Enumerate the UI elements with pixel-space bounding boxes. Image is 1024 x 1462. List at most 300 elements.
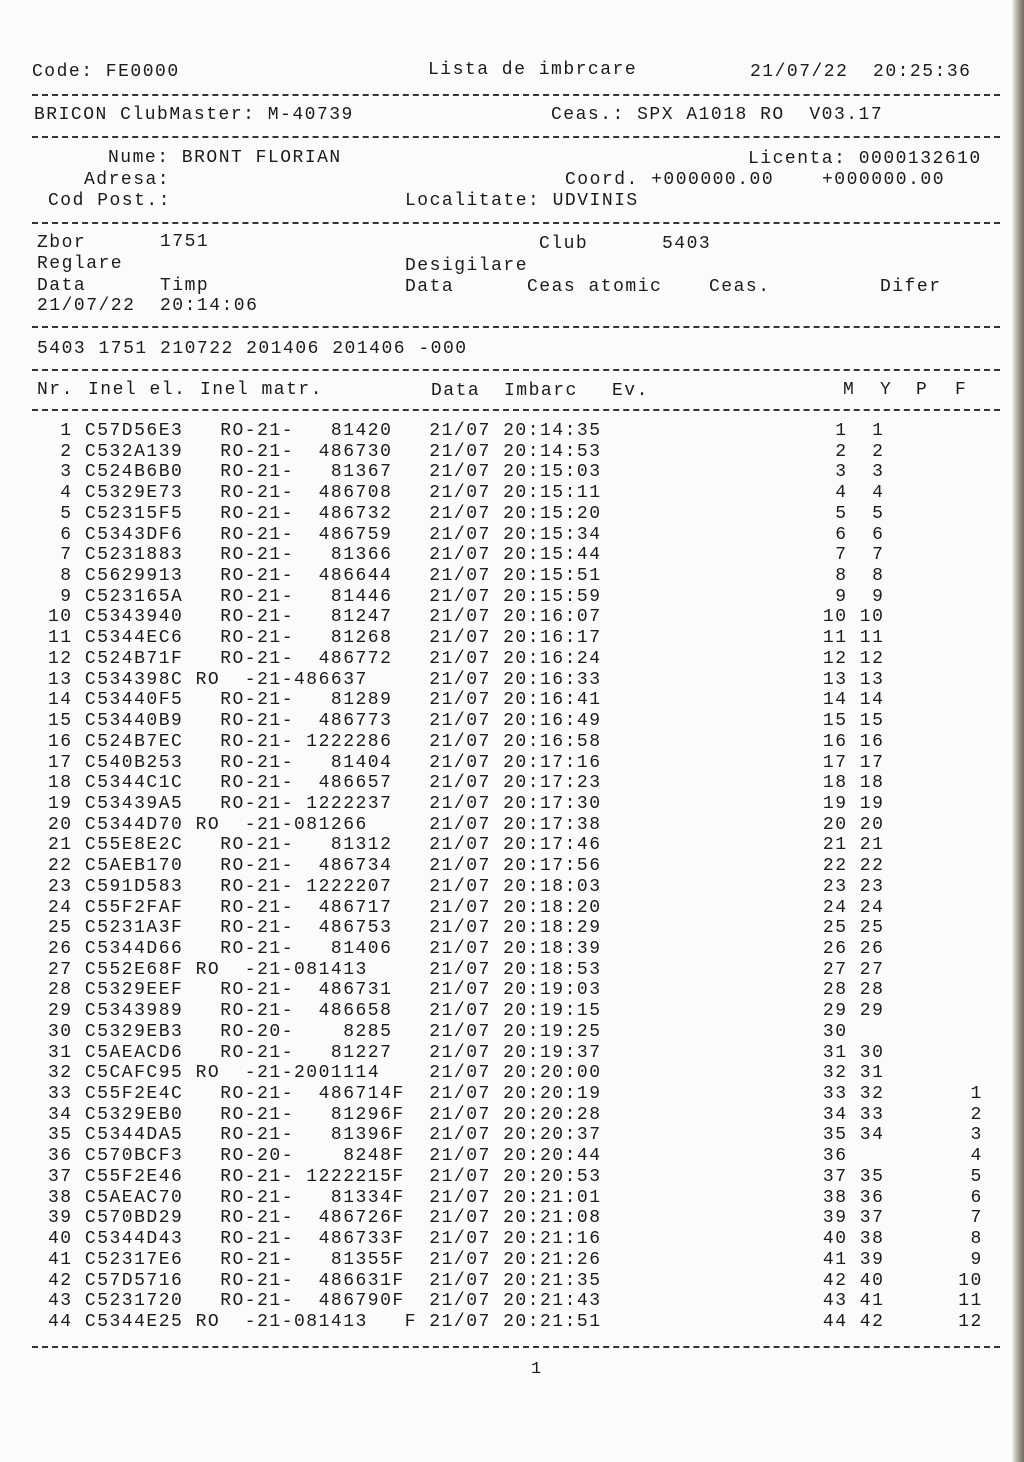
- cell-data: 21/07: [429, 1249, 491, 1270]
- cell-nr: 23: [48, 876, 73, 897]
- cell-nr: 43: [48, 1291, 73, 1312]
- cell-matr: RO-21- 486708: [220, 483, 393, 504]
- cell-matr: RO-21- 81227: [220, 1042, 393, 1063]
- cell-y: 8: [872, 566, 885, 587]
- club-label: Club: [539, 234, 589, 254]
- cell-f: 12: [958, 1311, 983, 1332]
- cell-y: 21: [859, 835, 885, 856]
- cell-data: 21/07: [429, 648, 491, 669]
- cell-matr: RO-21- 486717: [220, 897, 393, 918]
- cell-y: 26: [859, 939, 885, 959]
- setting-time: 20:14:06: [160, 296, 259, 316]
- cell-nr: 26: [48, 939, 73, 959]
- document-title: Lista de imbrcare: [428, 60, 638, 80]
- cell-m: 37: [822, 1166, 848, 1187]
- cell-matr: RO-21- 486731: [220, 980, 393, 1001]
- cell-inel: C5343989: [84, 1001, 184, 1022]
- cell-nr: 25: [48, 918, 73, 939]
- cell-data: 21/07: [429, 1270, 491, 1291]
- print-datetime: 21/07/22 20:25:36: [750, 62, 972, 82]
- cell-data: 21/07: [429, 1229, 491, 1250]
- cell-nr: 36: [48, 1146, 73, 1167]
- cell-data: 21/07: [429, 628, 491, 649]
- cell-m: 10: [822, 607, 848, 628]
- cell-matr: RO-21- 81268: [220, 628, 393, 649]
- cell-nr: 38: [48, 1187, 73, 1208]
- cell-nr: 20: [48, 814, 73, 835]
- cell-nr: 1: [60, 421, 73, 441]
- cell-matr: RO-21- 1222215F: [220, 1166, 405, 1187]
- cell-matr: RO-21- 486657: [220, 773, 393, 794]
- cell-imbarc: 20:21:16: [503, 1229, 602, 1250]
- cell-y: 6: [872, 524, 885, 545]
- table-row: [0, 690, 1000, 710]
- cell-imbarc: 20:20:00: [503, 1063, 602, 1084]
- cell-inel: C523165A: [84, 586, 184, 607]
- table-row: [0, 649, 1000, 669]
- table-row: [0, 483, 1000, 503]
- cell-matr: RO-21- 81420: [220, 421, 393, 441]
- cell-matr: RO-21- 81289: [220, 690, 393, 711]
- cell-y: 29: [859, 1001, 885, 1022]
- cell-y: 15: [859, 711, 885, 732]
- cell-matr: RO -21-081266: [195, 814, 368, 835]
- cell-inel: C53440B9: [84, 711, 184, 732]
- table-row: [0, 1084, 1000, 1104]
- cell-data: 21/07: [429, 441, 491, 462]
- cell-inel: C55E8E2C: [84, 835, 184, 856]
- cell-inel: C55F2FAF: [84, 897, 184, 918]
- cell-y: 27: [859, 959, 885, 980]
- cell-y: 2: [872, 441, 885, 462]
- cell-data: 21/07: [429, 856, 491, 877]
- cell-m: 7: [835, 545, 848, 566]
- cell-data: 21/07: [429, 545, 491, 566]
- cell-m: 8: [835, 566, 848, 587]
- cell-nr: 18: [48, 773, 73, 794]
- cell-nr: 22: [48, 856, 73, 877]
- cell-nr: 19: [48, 793, 73, 814]
- cell-data: 21/07: [429, 1125, 491, 1146]
- cell-matr: RO-21- 486658: [220, 1001, 393, 1022]
- cell-y: 31: [859, 1063, 885, 1084]
- divider: [32, 326, 1000, 328]
- cell-inel: C5344E25: [84, 1311, 184, 1332]
- cell-m: 44: [822, 1311, 848, 1332]
- cell-m: 4: [835, 483, 848, 504]
- cell-y: 33: [859, 1104, 885, 1125]
- cell-imbarc: 20:15:03: [503, 462, 602, 483]
- cell-y: 36: [859, 1187, 885, 1208]
- cell-data: 21/07: [429, 980, 491, 1001]
- cell-y: 16: [859, 731, 885, 752]
- cell-imbarc: 20:21:08: [503, 1208, 602, 1229]
- cell-m: 22: [822, 856, 848, 877]
- cell-imbarc: 20:15:11: [503, 483, 602, 504]
- cell-y: 34: [859, 1125, 885, 1146]
- cell-imbarc: 20:21:51: [503, 1311, 602, 1332]
- cell-data: 21/07: [429, 1187, 491, 1208]
- divider: [32, 222, 1000, 224]
- table-row: [0, 607, 1000, 627]
- cell-imbarc: 20:15:44: [503, 545, 602, 566]
- table-row: [0, 1250, 1000, 1270]
- cell-imbarc: 20:20:44: [503, 1146, 602, 1167]
- cell-matr: RO-21- 486714F: [220, 1084, 405, 1105]
- divider: [32, 369, 1000, 371]
- cell-matr: RO-21- 486790F: [220, 1291, 405, 1312]
- cell-imbarc: 20:17:16: [503, 752, 602, 773]
- cell-inel: C591D583: [84, 876, 184, 897]
- cell-nr: 3: [60, 462, 73, 483]
- cell-data: 21/07: [429, 814, 491, 835]
- cell-data: 21/07: [429, 586, 491, 607]
- table-row: [0, 918, 1000, 938]
- cell-y: 35: [859, 1166, 885, 1187]
- cell-inel: C552E68F: [84, 959, 184, 980]
- cell-nr: 12: [48, 648, 73, 669]
- cell-inel: C5344C1C: [84, 773, 184, 794]
- cell-y: 37: [859, 1208, 885, 1229]
- cell-inel: C5329E73: [84, 483, 184, 504]
- table-row: [0, 462, 1000, 482]
- cell-nr: 29: [48, 1001, 73, 1022]
- code: Code: FE0000: [32, 62, 180, 82]
- col-ev: Ev.: [612, 381, 649, 401]
- cell-m: 1: [835, 421, 848, 441]
- cell-imbarc: 20:20:53: [503, 1166, 602, 1187]
- cell-m: 18: [822, 773, 848, 794]
- cell-m: 3: [835, 462, 848, 483]
- table-row: [0, 670, 1000, 690]
- cell-nr: 28: [48, 980, 73, 1001]
- table-row: [0, 960, 1000, 980]
- cell-nr: 21: [48, 835, 73, 856]
- table-row: [0, 504, 1000, 524]
- cell-y: 9: [872, 586, 885, 607]
- cell-y: 39: [859, 1249, 885, 1270]
- cell-imbarc: 20:14:35: [503, 421, 602, 441]
- table-row: [0, 1188, 1000, 1208]
- clock-info: Ceas.: SPX A1018 RO V03.17: [551, 105, 884, 125]
- cell-inel: C532A139: [84, 441, 184, 462]
- cell-nr: 5: [60, 503, 73, 524]
- cell-data: 21/07: [429, 1104, 491, 1125]
- cell-imbarc: 20:18:29: [503, 918, 602, 939]
- cell-inel: C5231A3F: [84, 918, 184, 939]
- date-label: Data: [37, 276, 87, 296]
- cell-y: 5: [872, 503, 885, 524]
- cell-matr: RO-21- 486759: [220, 524, 393, 545]
- cell-matr: RO-21- 486734: [220, 856, 393, 877]
- time-label: Timp: [160, 276, 210, 296]
- table-row: [0, 1312, 1000, 1332]
- cell-m: 41: [822, 1249, 848, 1270]
- cell-inel: C57D56E3: [84, 421, 184, 441]
- cell-data: 21/07: [429, 876, 491, 897]
- cell-inel: C570BD29: [84, 1208, 184, 1229]
- cell-inel: C52317E6: [84, 1249, 184, 1270]
- setting-date: 21/07/22: [37, 296, 136, 316]
- table-row: [0, 898, 1000, 918]
- cell-inel: C5344D66: [84, 939, 184, 959]
- cell-m: 27: [822, 959, 848, 980]
- cell-matr: RO-21- 81446: [220, 586, 393, 607]
- cell-imbarc: 20:18:03: [503, 876, 602, 897]
- cell-matr: RO -21-081413: [195, 959, 368, 980]
- cell-m: 11: [822, 628, 848, 649]
- cell-inel: C524B6B0: [84, 462, 184, 483]
- cell-m: 30: [822, 1021, 848, 1042]
- cell-m: 15: [822, 711, 848, 732]
- cell-nr: 6: [60, 524, 73, 545]
- table-row: [0, 1167, 1000, 1187]
- cell-inel: C5629913: [84, 566, 184, 587]
- cell-imbarc: 20:15:20: [503, 503, 602, 524]
- cell-inel: C53439A5: [84, 793, 184, 814]
- cell-imbarc: 20:20:28: [503, 1104, 602, 1125]
- cell-matr: RO-21- 486726F: [220, 1208, 405, 1229]
- table-row: [0, 1229, 1000, 1249]
- cell-matr: RO-21- 486631F: [220, 1270, 405, 1291]
- cell-y: 12: [859, 648, 885, 669]
- cell-nr: 27: [48, 959, 73, 980]
- owner-name: Nume: BRONT FLORIAN: [108, 148, 342, 168]
- postal-code: Cod Post.:: [48, 191, 172, 211]
- cell-imbarc: 20:16:17: [503, 628, 602, 649]
- cell-matr: RO-21- 486772: [220, 648, 393, 669]
- cell-matr: RO-20- 8248F: [220, 1146, 405, 1167]
- cell-y: 38: [859, 1229, 885, 1250]
- cell-y: 40: [859, 1270, 885, 1291]
- cell-matr: RO-21- 81296F: [220, 1104, 405, 1125]
- cell-nr: 39: [48, 1208, 73, 1229]
- cell-data: 21/07: [429, 1063, 491, 1084]
- cell-imbarc: 20:15:51: [503, 566, 602, 587]
- cell-f: 10: [958, 1270, 983, 1291]
- cell-y: 25: [859, 918, 885, 939]
- cell-inel: C534398C: [84, 669, 184, 690]
- cell-m: 26: [822, 939, 848, 959]
- cell-data: 21/07: [429, 1084, 491, 1105]
- cell-inel: C5329EB0: [84, 1104, 184, 1125]
- cell-inel: C5AEACD6: [84, 1042, 184, 1063]
- cell-data: 21/07: [429, 897, 491, 918]
- cell-inel: C5344D70: [84, 814, 184, 835]
- cell-nr: 11: [48, 628, 73, 649]
- table-row: [0, 939, 1000, 959]
- cell-y: 19: [859, 793, 885, 814]
- cell-inel: C5AEAC70: [84, 1187, 184, 1208]
- cell-imbarc: 20:18:20: [503, 897, 602, 918]
- cell-data: 21/07: [429, 1208, 491, 1229]
- cell-m: 29: [822, 1001, 848, 1022]
- clubmaster: BRICON ClubMaster: M-40739: [34, 105, 354, 125]
- table-row: [0, 711, 1000, 731]
- cell-m: 28: [822, 980, 848, 1001]
- cell-nr: 7: [60, 545, 73, 566]
- cell-matr: RO-21- 81355F: [220, 1249, 405, 1270]
- cell-imbarc: 20:16:07: [503, 607, 602, 628]
- table-row: [0, 753, 1000, 773]
- cell-imbarc: 20:16:58: [503, 731, 602, 752]
- cell-inel: C52315F5: [84, 503, 184, 524]
- cell-imbarc: 20:17:46: [503, 835, 602, 856]
- col-p: P: [916, 380, 929, 400]
- table-row: [0, 794, 1000, 814]
- cell-m: 5: [835, 503, 848, 524]
- address: Adresa:: [84, 170, 171, 190]
- cell-nr: 16: [48, 731, 73, 752]
- col-f: F: [955, 380, 968, 400]
- cell-y: 22: [859, 856, 885, 877]
- cell-m: 39: [822, 1208, 848, 1229]
- page-number: 1: [531, 1360, 543, 1379]
- cell-matr: RO-21- 81247: [220, 607, 393, 628]
- cell-inel: C5329EB3: [84, 1021, 184, 1042]
- col-y: Y: [880, 380, 893, 400]
- cell-matr: RO-21- 486732: [220, 503, 393, 524]
- cell-matr: RO-21- 81406: [220, 939, 393, 959]
- cell-imbarc: 20:20:37: [503, 1125, 602, 1146]
- unsealing-label: Desigilare: [405, 256, 529, 276]
- cell-f: 4: [970, 1146, 983, 1167]
- cell-inel: C5CAFC95: [84, 1063, 184, 1084]
- cell-data: 21/07: [429, 731, 491, 752]
- cell-matr: RO -21-486637: [195, 669, 368, 690]
- cell-m: 6: [835, 524, 848, 545]
- cell-imbarc: 20:17:30: [503, 793, 602, 814]
- cell-f: 8: [970, 1229, 983, 1250]
- cell-imbarc: 20:21:01: [503, 1187, 602, 1208]
- cell-m: 38: [822, 1187, 848, 1208]
- cell-y: 23: [859, 876, 885, 897]
- cell-data: 21/07: [429, 793, 491, 814]
- table-row: [0, 587, 1000, 607]
- table-row: [0, 1291, 1000, 1311]
- cell-y: 10: [859, 607, 885, 628]
- cell-matr: RO-21- 81404: [220, 752, 393, 773]
- cell-data: 21/07: [429, 462, 491, 483]
- cell-y: 7: [872, 545, 885, 566]
- cell-inel: C524B71F: [84, 648, 184, 669]
- col-imbarc: Imbarc: [504, 381, 578, 401]
- cell-data: 21/07: [429, 690, 491, 711]
- cell-nr: 32: [48, 1063, 73, 1084]
- cell-data: 21/07: [429, 607, 491, 628]
- cell-imbarc: 20:18:39: [503, 939, 602, 959]
- cell-m: 43: [822, 1291, 848, 1312]
- cell-imbarc: 20:16:41: [503, 690, 602, 711]
- table-row: [0, 815, 1000, 835]
- cell-matr: RO-20- 8285: [220, 1021, 393, 1042]
- cell-data: 21/07: [429, 421, 491, 441]
- cell-data: 21/07: [429, 918, 491, 939]
- cell-nr: 37: [48, 1166, 73, 1187]
- divider: [32, 1346, 1000, 1348]
- cell-y: 13: [859, 669, 885, 690]
- cell-y: 11: [859, 628, 885, 649]
- cell-m: 36: [822, 1146, 848, 1167]
- clock-label: Ceas.: [709, 277, 771, 297]
- atomic-clock-label: Ceas atomic: [527, 277, 663, 297]
- table-row: [0, 835, 1000, 855]
- cell-matr: RO-21- 81312: [220, 835, 393, 856]
- cell-m: 16: [822, 731, 848, 752]
- table-row: [0, 980, 1000, 1000]
- flight-label: Zbor: [37, 233, 87, 253]
- cell-f: 2: [970, 1104, 983, 1125]
- table-row: [0, 421, 1000, 441]
- cell-m: 25: [822, 918, 848, 939]
- table-row: [0, 628, 1000, 648]
- cell-m: 21: [822, 835, 848, 856]
- cell-y: 20: [859, 814, 885, 835]
- cell-f: 6: [970, 1187, 983, 1208]
- cell-inel: C5231883: [84, 545, 184, 566]
- table-row: [0, 1208, 1000, 1228]
- cell-nr: 30: [48, 1021, 73, 1042]
- cell-y: 30: [859, 1042, 885, 1063]
- cell-nr: 9: [60, 586, 73, 607]
- license: Licenta: 0000132610: [748, 149, 982, 169]
- cell-nr: 35: [48, 1125, 73, 1146]
- club-number: 5403: [662, 234, 712, 254]
- cell-matr: RO -21-2001114: [195, 1063, 381, 1084]
- cell-inel: C570BCF3: [84, 1146, 184, 1167]
- cell-imbarc: 20:16:49: [503, 711, 602, 732]
- cell-data: 21/07: [429, 773, 491, 794]
- cell-m: 20: [822, 814, 848, 835]
- cell-nr: 33: [48, 1084, 73, 1105]
- cell-nr: 34: [48, 1104, 73, 1125]
- cell-m: 32: [822, 1063, 848, 1084]
- cell-m: 35: [822, 1125, 848, 1146]
- table-row: [0, 1043, 1000, 1063]
- cell-data: 21/07: [429, 1166, 491, 1187]
- cell-nr: 42: [48, 1270, 73, 1291]
- col-inel-matr: Inel matr.: [200, 380, 324, 400]
- cell-inel: C53440F5: [84, 690, 184, 711]
- cell-nr: 2: [60, 441, 73, 462]
- cell-matr: RO-21- 81396F: [220, 1125, 405, 1146]
- cell-data: 21/07: [429, 566, 491, 587]
- cell-data: 21/07: [429, 1146, 491, 1167]
- cell-imbarc: 20:16:33: [503, 669, 602, 690]
- cell-m: 13: [822, 669, 848, 690]
- table-row: [0, 1125, 1000, 1145]
- cell-nr: 17: [48, 752, 73, 773]
- cell-data: 21/07: [429, 711, 491, 732]
- cell-m: 40: [822, 1229, 848, 1250]
- col-data: Data: [431, 381, 481, 401]
- divider: [32, 136, 1000, 138]
- cell-nr: 10: [48, 607, 73, 628]
- cell-m: 12: [822, 648, 848, 669]
- cell-imbarc: 20:18:53: [503, 959, 602, 980]
- cell-matr: RO-21- 486753: [220, 918, 393, 939]
- cell-inel: C57D5716: [84, 1270, 184, 1291]
- cell-y: 28: [859, 980, 885, 1001]
- cell-f: 1: [970, 1084, 983, 1105]
- cell-imbarc: 20:17:23: [503, 773, 602, 794]
- cell-nr: 15: [48, 711, 73, 732]
- cell-nr: 41: [48, 1249, 73, 1270]
- table-row: [0, 1001, 1000, 1021]
- cell-m: 34: [822, 1104, 848, 1125]
- cell-data: 21/07: [429, 939, 491, 959]
- cell-imbarc: 20:21:26: [503, 1249, 602, 1270]
